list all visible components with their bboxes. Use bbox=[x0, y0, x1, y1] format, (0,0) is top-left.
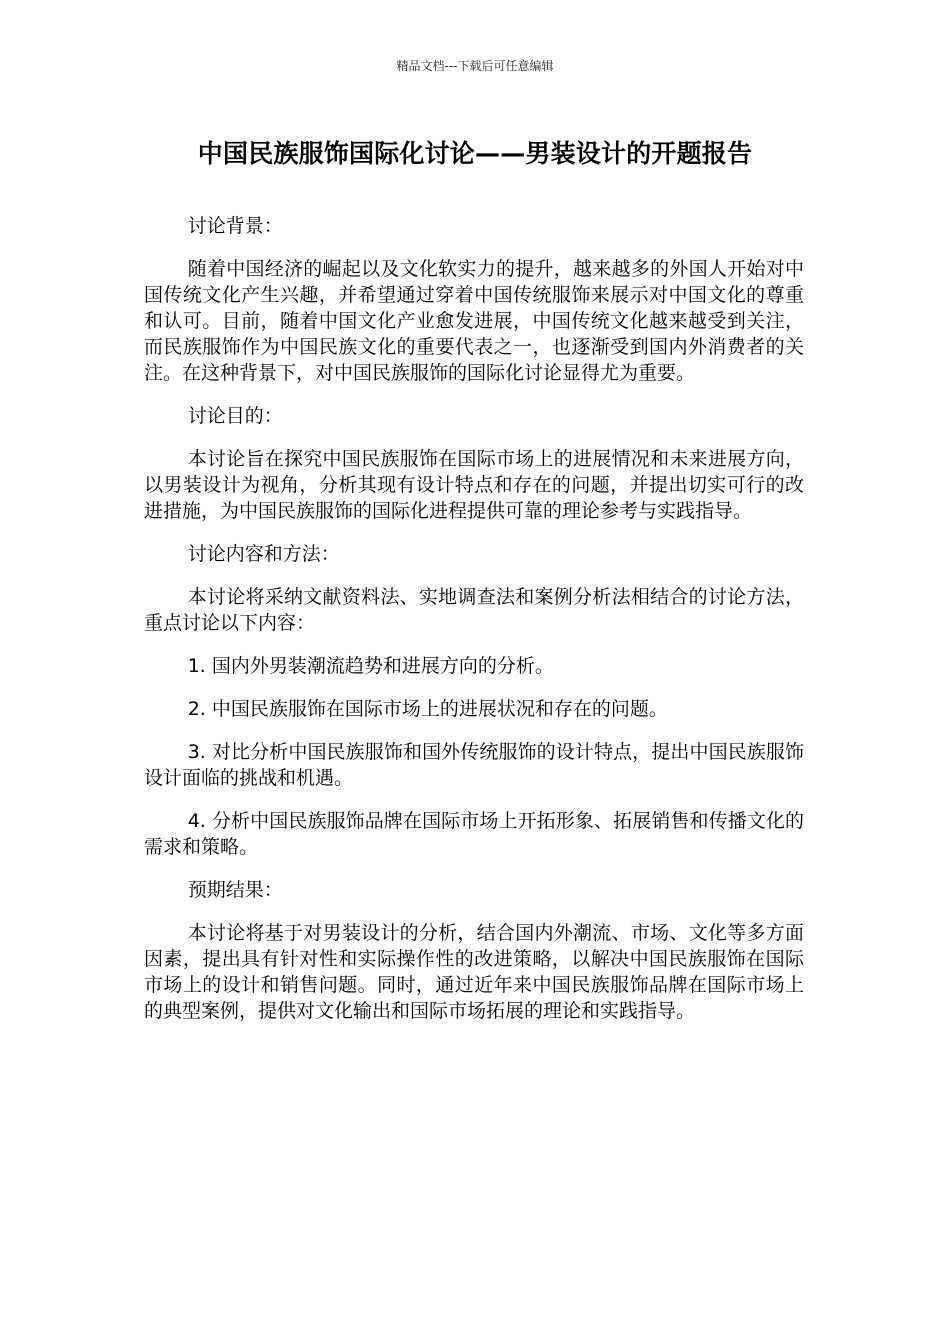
paragraph-purpose: 本讨论旨在探究中国民族服饰在国际市场上的进展情况和未来进展方向，以男装设计为视角，分析其现有设计特点和存在的问题，并提出切实可行的改进措施，为中国民族服饰的国际化进程提供可靠的理论参考与实践指导。 bbox=[144, 448, 804, 522]
section-heading-background: 讨论背景： bbox=[187, 215, 283, 237]
header-note: 精品文档---下载后可任意编辑 bbox=[396, 59, 554, 73]
list-item-2: 2. 中国民族服饰在国际市场上的进展状况和存在的问题。 bbox=[187, 698, 668, 720]
section-heading-expected-results: 预期结果： bbox=[187, 879, 283, 901]
list-item-3: 3. 对比分析中国民族服饰和国外传统服饰的设计特点，提出中国民族服饰设计面临的挑战和机遇。 bbox=[144, 741, 804, 789]
document-title: 中国民族服饰国际化讨论——男装设计的开题报告 bbox=[197, 139, 753, 168]
section-heading-content-methods: 讨论内容和方法： bbox=[187, 543, 340, 565]
paragraph-methods: 本讨论将采纳文献资料法、实地调查法和案例分析法相结合的讨论方法，重点讨论以下内容： bbox=[144, 586, 804, 634]
paragraph-expected-results: 本讨论将基于对男装设计的分析，结合国内外潮流、市场、文化等多方面因素，提出具有针对性和实际操作性的改进策略，以解决中国民族服饰在国际市场上的设计和销售问题。同时，通过近年来中国民族服饰品牌在国际市场上的典型案例，提供对文化输出和国际市场拓展的理论和实践指导。 bbox=[144, 922, 804, 1022]
paragraph-background: 随着中国经济的崛起以及文化软实力的提升，越来越多的外国人开始对中国传统文化产生兴趣，并希望通过穿着中国传统服饰来展示对中国文化的尊重和认可。目前，随着中国文化产业愈发进展，中国传统文化越来越受到关注，而民族服饰作为中国民族文化的重要代表之一，也逐渐受到国内外消费者的关注。在这种背景下，对中国民族服饰的国际化讨论显得尤为重要。 bbox=[144, 258, 804, 384]
list-item-1: 1. 国内外男装潮流趋势和进展方向的分析。 bbox=[187, 655, 554, 677]
section-heading-purpose: 讨论目的： bbox=[187, 405, 283, 427]
document-body bbox=[144, 213, 804, 1041]
list-item-4: 4. 分析中国民族服饰品牌在国际市场上开拓形象、拓展销售和传播文化的需求和策略。 bbox=[144, 810, 804, 858]
